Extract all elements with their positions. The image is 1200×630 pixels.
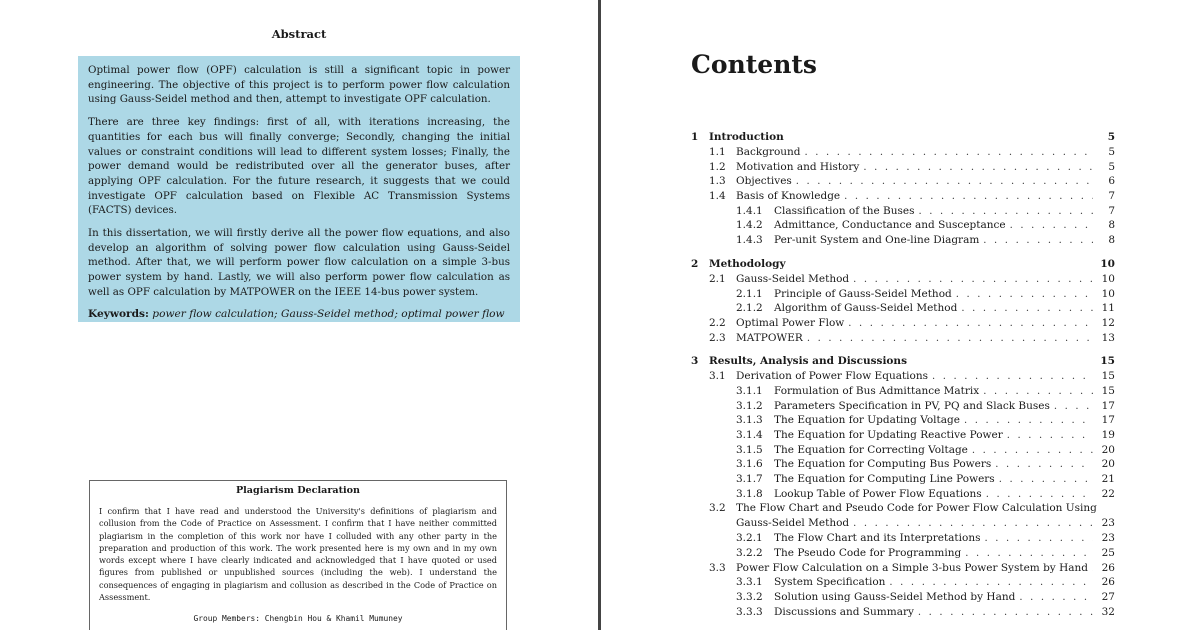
toc-page: 7	[1108, 204, 1115, 217]
toc-title: The Equation for Updating Reactive Power	[774, 429, 1003, 441]
toc-page: 26	[1101, 576, 1115, 589]
toc-number: 1	[691, 131, 699, 143]
toc-title: Admittance, Conductance and Susceptance	[774, 219, 1006, 232]
toc-number: 2.1.1	[736, 287, 763, 300]
toc-title: Power Flow Calculation on a Simple 3-bus Power System by Hand	[736, 561, 1088, 574]
toc-entry[interactable]	[691, 443, 1115, 458]
toc-page: 8	[1108, 219, 1115, 232]
toc-number: 2.1	[709, 272, 726, 285]
toc-number: 3.3.2	[736, 590, 763, 603]
toc-entry[interactable]	[691, 413, 1115, 428]
toc-entry[interactable]	[691, 272, 1115, 287]
toc-title: The Pseudo Code for Programming	[774, 546, 962, 559]
toc-chapter[interactable]	[691, 257, 1115, 272]
toc-title: Derivation of Power Flow Equations	[736, 370, 929, 383]
toc-number: 3.2.2	[736, 546, 763, 559]
toc-page: 17	[1101, 414, 1115, 427]
toc-page: 15	[1100, 355, 1115, 368]
toc-entry[interactable]	[691, 174, 1115, 189]
toc-page: 12	[1101, 316, 1115, 329]
toc-entry[interactable]	[691, 487, 1115, 502]
toc-title: The Flow Chart and Pseudo Code for Power Flow Calculation Using	[736, 502, 1097, 515]
toc-title: Objectives	[736, 175, 792, 188]
toc-entry[interactable]	[691, 145, 1115, 160]
toc-number: 3	[691, 355, 699, 368]
toc-number: 1.1	[709, 146, 726, 158]
contents-title: Contents	[691, 50, 818, 79]
toc-page: 13	[1101, 331, 1115, 344]
keywords-line	[88, 308, 510, 320]
toc-entry[interactable]	[691, 501, 1115, 516]
toc-page: 7	[1108, 190, 1115, 203]
toc-number: 3.1.6	[736, 458, 763, 471]
abstract-paragraph: Optimal power flow (OPF) calculation is still a significant topic in power engineering. The objective of this project is to perform power flow calculation using Gauss-Seidel method and then, attempt to investigate OPF calculation.	[88, 64, 510, 106]
toc-page: 22	[1101, 487, 1115, 500]
toc-entry[interactable]	[691, 472, 1115, 487]
toc-title: Optimal Power Flow	[736, 316, 845, 329]
toc-title: Formulation of Bus Admittance Matrix	[774, 384, 980, 397]
toc-number: 1.3	[709, 175, 726, 188]
toc-page: 10	[1100, 257, 1115, 270]
toc-number: 1.4.2	[736, 219, 763, 232]
toc-title: Methodology	[709, 257, 786, 270]
toc-page: 17	[1101, 399, 1115, 412]
toc-entry[interactable]	[691, 605, 1115, 620]
toc-page: 15	[1101, 384, 1115, 397]
toc-page: 11	[1101, 302, 1115, 315]
toc-entry[interactable]	[691, 189, 1115, 204]
keywords-label: Keywords:	[88, 307, 149, 320]
toc-number: 3.1.4	[736, 429, 763, 441]
toc-title: Parameters Specification in PV, PQ and Slack Buses	[774, 399, 1050, 412]
toc-title: System Specification	[774, 576, 886, 589]
toc-number: 3.2.1	[736, 532, 763, 545]
toc-entry[interactable]	[691, 301, 1115, 316]
toc-number: 3.1.1	[736, 384, 763, 397]
toc-title: Per-unit System and One-line Diagram	[774, 234, 980, 247]
toc-page: 8	[1108, 234, 1115, 247]
toc-entry[interactable]	[691, 575, 1115, 590]
toc-number: 3.1.7	[736, 473, 763, 486]
toc-page: 5	[1108, 146, 1115, 158]
toc-number: 2	[691, 257, 699, 270]
right-page	[601, 0, 1200, 630]
toc-entry[interactable]	[691, 369, 1115, 384]
toc-page: 27	[1101, 590, 1115, 603]
toc-entry[interactable]	[691, 590, 1115, 605]
toc-page: 20	[1101, 458, 1115, 471]
toc-number: 3.3.1	[736, 576, 763, 589]
group-members: Group Members: Chengbin Hou & Khamil Mumuney	[193, 614, 403, 624]
toc-page: 23	[1101, 517, 1115, 530]
abstract-paragraph: In this dissertation, we will firstly derive all the power flow equations, and also develop an algorithm of solving power flow calculation using Gauss-Seidel method. After that, we will perform power flow calculation on a simple 3-bus power system by hand. Lastly, we will also perform power flow calculation as well as OPF calculation by MATPOWER on the IEEE 14-bus power system.	[88, 227, 510, 298]
toc-page: 20	[1101, 443, 1115, 456]
toc-number: 3.3	[709, 561, 726, 574]
toc-title: Basis of Knowledge	[736, 190, 841, 203]
toc-number: 3.1	[709, 370, 726, 383]
toc-page: 19	[1101, 429, 1115, 441]
toc-page: 5	[1108, 160, 1115, 173]
toc-title: Background	[736, 146, 801, 158]
keywords-text: power flow calculation; Gauss-Seidel method; optimal power flow	[152, 307, 505, 320]
toc-number: 1.4.1	[736, 204, 763, 217]
table-of-contents	[691, 130, 1115, 619]
toc-page: 23	[1101, 532, 1115, 545]
toc-entry[interactable]	[691, 287, 1115, 302]
toc-chapter[interactable]	[691, 130, 1115, 145]
toc-title: The Flow Chart and its Interpretations	[774, 532, 981, 545]
toc-number: 3.2	[709, 502, 726, 515]
toc-title-continued: Gauss-Seidel Method	[736, 517, 850, 530]
toc-page: 21	[1101, 473, 1115, 486]
toc-entry[interactable]	[691, 428, 1115, 443]
toc-entry[interactable]	[691, 399, 1115, 414]
toc-title: The Equation for Computing Line Powers	[774, 473, 995, 486]
toc-page: 15	[1101, 370, 1115, 383]
toc-number: 1.4	[709, 190, 726, 203]
toc-page: 26	[1101, 561, 1115, 574]
toc-number: 3.1.3	[736, 414, 763, 427]
toc-title: MATPOWER	[736, 331, 803, 344]
toc-title: Principle of Gauss-Seidel Method	[774, 287, 952, 300]
toc-title: Discussions and Summary	[774, 605, 914, 618]
toc-page: 32	[1101, 605, 1115, 618]
abstract-title: Abstract	[271, 27, 327, 41]
toc-number: 1.4.3	[736, 234, 763, 247]
toc-entry[interactable]	[691, 457, 1115, 472]
toc-entry[interactable]	[691, 561, 1115, 576]
toc-page: 6	[1108, 175, 1115, 188]
toc-title: Introduction	[709, 131, 784, 143]
toc-title: Lookup Table of Power Flow Equations	[774, 487, 982, 500]
toc-title: The Equation for Correcting Voltage	[774, 443, 968, 456]
toc-entry[interactable]	[691, 546, 1115, 561]
declaration-body: I confirm that I have read and understood the University's definitions of plagiarism and collusion from the Code of Practice on Assessment. I confirm that I have neither committed plagiarism in the completion of this work nor have I colluded with any other party in the preparation and production of this work. The work presented here is my own and in my own words except where I have clearly indicated and acknowledged that I have quoted or used figures from published or unpublished sources (including the web). I understand the consequences of engaging in plagiarism and collusion as described in the Code of Practice on Assessment.	[99, 506, 497, 603]
toc-title: Results, Analysis and Discussions	[709, 355, 907, 368]
toc-title: Classification of the Buses	[774, 204, 915, 217]
toc-title: The Equation for Computing Bus Powers	[774, 458, 992, 471]
toc-number: 3.1.5	[736, 443, 763, 456]
toc-entry[interactable]	[691, 531, 1115, 546]
plagiarism-declaration-box	[89, 480, 507, 630]
left-page	[0, 0, 598, 630]
toc-entry[interactable]	[691, 233, 1115, 248]
toc-number: 3.1.8	[736, 487, 763, 500]
toc-entry[interactable]	[691, 160, 1115, 175]
toc-entry[interactable]	[691, 316, 1115, 331]
toc-number: 2.2	[709, 316, 726, 329]
toc-title: Motivation and History	[736, 160, 860, 173]
toc-number: 3.3.3	[736, 605, 763, 618]
toc-number: 2.1.2	[736, 302, 763, 315]
toc-entry-continuation[interactable]	[691, 516, 1115, 531]
toc-title: The Equation for Updating Voltage	[774, 414, 960, 427]
toc-number: 2.3	[709, 331, 726, 344]
toc-title: Solution using Gauss-Seidel Method by Hand	[774, 590, 1016, 603]
toc-page: 5	[1107, 131, 1115, 143]
toc-page: 10	[1101, 272, 1115, 285]
declaration-title: Plagiarism Declaration	[235, 485, 361, 496]
toc-entry[interactable]	[691, 331, 1115, 346]
toc-number: 3.1.2	[736, 399, 763, 412]
toc-number: 1.2	[709, 160, 726, 173]
toc-entry[interactable]	[691, 384, 1115, 399]
abstract-paragraph: There are three key findings: first of all, with iterations increasing, the quantities for each bus will finally converge; Secondly, changing the initial values or constraint conditions will lead to different system losses; Finally, the power demand would be redistributed over all the generator buses, after applying OPF calculation. For the future research, it suggests that we could investigate OPF calculation based on Flexible AC Transmission Systems (FACTS) devices.	[88, 116, 510, 217]
toc-entry[interactable]	[691, 204, 1115, 219]
toc-chapter[interactable]	[691, 354, 1115, 369]
toc-entry[interactable]	[691, 218, 1115, 233]
toc-page: 10	[1101, 287, 1115, 300]
toc-title: Algorithm of Gauss-Seidel Method	[774, 302, 958, 315]
toc-page: 25	[1101, 546, 1115, 559]
toc-title: Gauss-Seidel Method	[736, 272, 850, 285]
abstract-box	[78, 56, 520, 322]
